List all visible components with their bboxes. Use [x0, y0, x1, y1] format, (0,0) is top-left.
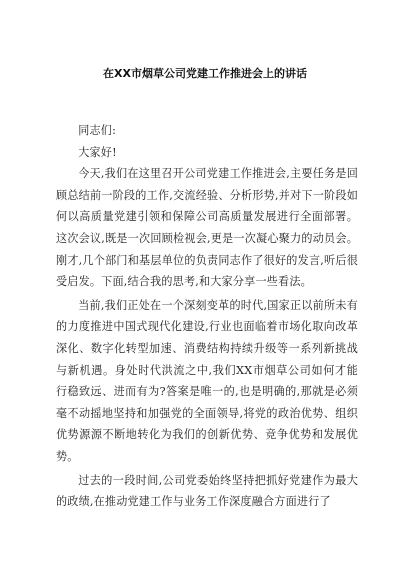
salutation: 同志们: — [78, 124, 117, 137]
document-title: 在XX市烟草公司党建工作推进会上的讲话 — [103, 67, 307, 80]
paragraph-3: 过去的一段时间,公司党委始终坚持把抓好党建作为最大的政绩,在推动党建工作与业务工作深度融合方面进行了 — [56, 473, 358, 509]
paragraph-1: 今天,我们在这里召开公司党建工作推进会,主要任务是回顾总结前一阶段的工作,交流经验、分析形势,并对下一阶段如何以高质量党建引领和保障公司高质量发展进行全面部署。这次会议,既是一次回顾检视会,更是一次凝心聚力的动员会。刚才,几个部门和基层单位的负责同志作了很好的发言,听后很受启发。下面,结合我的思考,和大家分享一些看法。 — [56, 167, 358, 289]
document-body — [56, 120, 358, 515]
greeting: 大家好! — [78, 145, 117, 159]
paragraph-2: 当前,我们正处在一个深刻变革的时代,国家正以前所未有的力度推进中国式现代化建设,行业也面临着市场化取向改革深化、数字化转型加速、消费结构持续升级等一系列新挑战与新机遇。身处时代洪流之中,我们XX市烟草公司如何才能行稳致远、进而有为?答案是唯一的,也是明确的,那就是必须毫不动摇地坚持和加强党的全面领导,将党的政治优势、组织优势源源不断地转化为我们的创新优势、竞争优势和发展优势。 — [56, 298, 358, 463]
